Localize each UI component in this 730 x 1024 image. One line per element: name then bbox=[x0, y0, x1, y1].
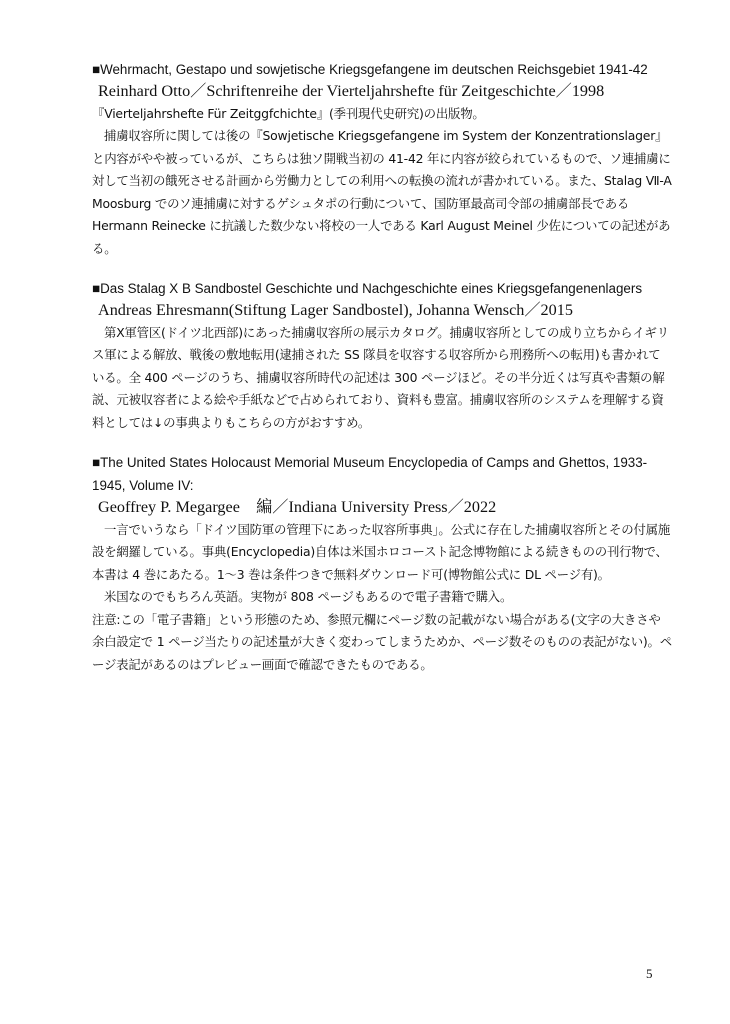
entry-paragraph: 一言でいうなら「ドイツ国防軍の管理下にあった収容所事典」。公式に存在した捕虜収容所とその付属施設を網羅している。事典(Encyclopedia)自体は米国ホロコースト記念博物館による続きものの刊行物で、本書は 4 巻にあたる。1～3 巻は条件つきで無料ダウンロード可(博物館公式に DL ページ有)。 bbox=[92, 521, 671, 582]
entry-author-publisher: Geoffrey P. Megargee 編／Indiana University Press／2022 bbox=[98, 498, 497, 516]
entry-2 bbox=[92, 277, 672, 434]
entry-paragraph: 米国なのでもちろん英語。実物が 808 ページもあるので電子書籍で購入。 bbox=[104, 589, 513, 604]
entry-heading: ■Wehrmacht, Gestapo und sowjetische Kriegsgefangene im deutschen Reichsgebiet 1941-42 bbox=[92, 62, 648, 77]
entry-3 bbox=[92, 451, 672, 676]
document-page bbox=[92, 58, 672, 693]
page-number: 5 bbox=[646, 966, 653, 981]
entry-author-publisher: Andreas Ehresmann(Stiftung Lager Sandbostel), Johanna Wensch／2015 bbox=[98, 301, 573, 319]
entry-heading: ■The United States Holocaust Memorial Museum Encyclopedia of Camps and Ghettos, 1933-1945, Volume IV: bbox=[92, 455, 648, 493]
entry-1 bbox=[92, 58, 672, 260]
entry-paragraph: 捕虜収容所に関しては後の『Sowjetische Kriegsgefangene im System der Konzentrationslager』と内容がやや被っているが、こちらは独ソ開戦当初の 41-42 年に内容が絞られているもので、ソ連捕虜に対して当初の餓死させる計画から労働力としての利用への転換の流れが書かれている。また、Stalag Ⅶ-A Moosburg でのソ連捕虜に対するゲシュタポの行動について、国防軍最高司令部の捕虜部長である Hermann Reinecke に抗議した数少ない将校の一人である Karl August Meinel 少佐についての記述がある。 bbox=[92, 128, 672, 256]
entry-paragraph: 第Ⅹ軍管区(ドイツ北西部)にあった捕虜収容所の展示カタログ。捕虜収容所としての成り立ちからイギリス軍による解放、戦後の敷地転用(逮捕された SS 隊員を収容する収容所から刑務所への転用)も書かれている。全 400 ページのうち、捕虜収容所時代の記述は 300 ページほど。その半分近くは写真や書類の解説、元被収容者による絵や手紙などで占められており、資料も豊富。捕虜収容所のシステムを理解する資料としては↓の事典よりもこちらの方がおすすめ。 bbox=[92, 324, 669, 430]
entry-note: 注意:この「電子書籍」という形態のため、参照元欄にページ数の記載がない場合がある(文字の大きさや余白設定で 1 ページ当たりの記述量が大きく変わってしまうためか、ページ数そのものの表記がない)。ページ表記があるのはプレビュー画面で確認できたものである。 bbox=[92, 611, 672, 672]
entry-author-publisher: Reinhard Otto／Schriftenreihe der Vierteljahrshefte für Zeitgeschichte／1998 bbox=[98, 82, 605, 100]
entry-paragraph: 『Vierteljahrshefte Für Zeitggfchichte』(季刊現代史研究)の出版物。 bbox=[92, 105, 485, 121]
entry-heading: ■Das Stalag X B Sandbostel Geschichte und Nachgeschichte eines Kriegsgefangenenlagers bbox=[92, 281, 643, 296]
